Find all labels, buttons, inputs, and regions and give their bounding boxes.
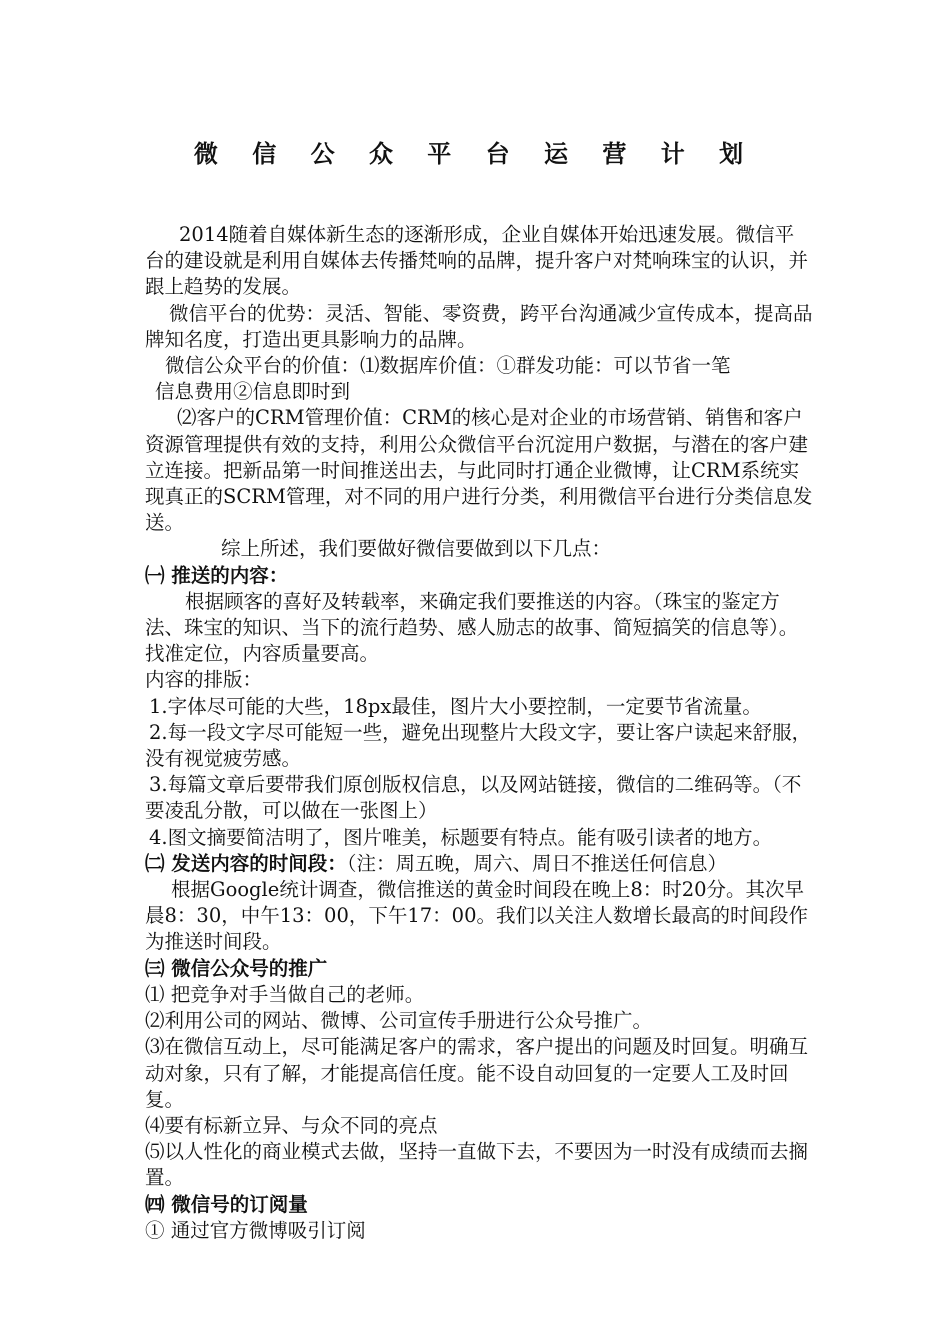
list-item: ⑴ 把竞争对手当做自己的老师。 bbox=[145, 982, 425, 1006]
summary-paragraph: 综上所述，我们要做好微信要做到以下几点： bbox=[221, 537, 612, 561]
value-paragraph-line-1: 微信公众平台的价值：⑴数据库价值：①群发功能：可以节省一笔 bbox=[165, 354, 731, 378]
list-item: ⑷要有标新立异、与众不同的亮点 bbox=[145, 1113, 438, 1137]
value-paragraph-line-2: 信息费用②信息即时到 bbox=[155, 380, 351, 404]
list-item: ① 通过官方微博吸引订阅 bbox=[145, 1218, 366, 1242]
crm-paragraph: ⑵客户的CRM管理价值：CRM的核心是对企业的市场营销、销售和客户资源管理提供有效的支持，利用公众微信平台沉淀用户数据，与潜在的客户建立连接。把新品第一时间推送出去，与此同时打通企业微博，让CRM系统实现真正的SCRM管理，对不同的用户进行分类，利用微信平台进行分类信息发送。 bbox=[145, 406, 813, 535]
list-item: 3.每篇文章后要带我们原创版权信息，以及网站链接，微信的二维码等。（不要凌乱分散，可以做在一张图上） bbox=[145, 773, 802, 823]
list-item: 1.字体尽可能的大些，18px最佳，图片大小要控制，一定要节省流量。 bbox=[149, 694, 762, 718]
section-4-heading: ㈣ 微信号的订阅量 bbox=[145, 1192, 308, 1216]
section-2-paragraph: 根据Google统计调查，微信推送的黄金时间段在晚上8：时20分。其次早晨8：30，中午13：00，下午17：00。我们以关注人数增长最高的时间段作为推送时间段。 bbox=[145, 878, 808, 954]
section-3-heading: ㈢ 微信公众号的推广 bbox=[145, 956, 328, 980]
document-title: 微 信 公 众 平 台 运 营 计 划 bbox=[193, 139, 757, 168]
document-body bbox=[145, 222, 813, 1244]
section-1-heading: ㈠ 推送的内容： bbox=[145, 563, 289, 587]
section-2-heading-line bbox=[145, 851, 813, 877]
intro-paragraph: 2014随着自媒体新生态的逐渐形成，企业自媒体开始迅速发展。微信平台的建设就是利用自媒体去传播梵响的品牌，提升客户对梵响珠宝的认识，并跟上趋势的发展。 bbox=[145, 223, 809, 299]
layout-label: 内容的排版： bbox=[145, 668, 263, 692]
list-item: 4.图文摘要简洁明了，图片唯美，标题要有特点。能有吸引读者的地方。 bbox=[149, 825, 773, 849]
advantages-paragraph: 微信平台的优势：灵活、智能、零资费，跨平台沟通减少宣传成本，提高品牌知名度，打造出更具影响力的品牌。 bbox=[145, 301, 813, 351]
list-item: ⑵利用公司的网站、微博、公司宣传手册进行公众号推广。 bbox=[145, 1009, 653, 1033]
section-2-heading: ㈡ 发送内容的时间段： bbox=[145, 851, 347, 875]
section-1-paragraph: 根据顾客的喜好及转载率，来确定我们要推送的内容。（珠宝的鉴定方法、珠宝的知识、当下的流行趋势、感人励志的故事、简短搞笑的信息等）。找准定位，内容质量要高。 bbox=[145, 589, 799, 666]
list-item: ⑸以人性化的商业模式去做，坚持一直做下去，不要因为一时没有成绩而去搁置。 bbox=[145, 1140, 809, 1190]
section-2-note: （注：周五晚，周六、周日不推送任何信息） bbox=[346, 851, 728, 875]
list-item: 2.每一段文字尽可能短一些，避免出现整片大段文字，要让客户读起来舒服，没有视觉疲劳感。 bbox=[145, 720, 812, 771]
list-item: ⑶在微信互动上，尽可能满足客户的需求，客户提出的问题及时回复。明确互动对象，只有了解，才能提高信任度。能不设自动回复的一定要人工及时回复。 bbox=[145, 1035, 809, 1111]
